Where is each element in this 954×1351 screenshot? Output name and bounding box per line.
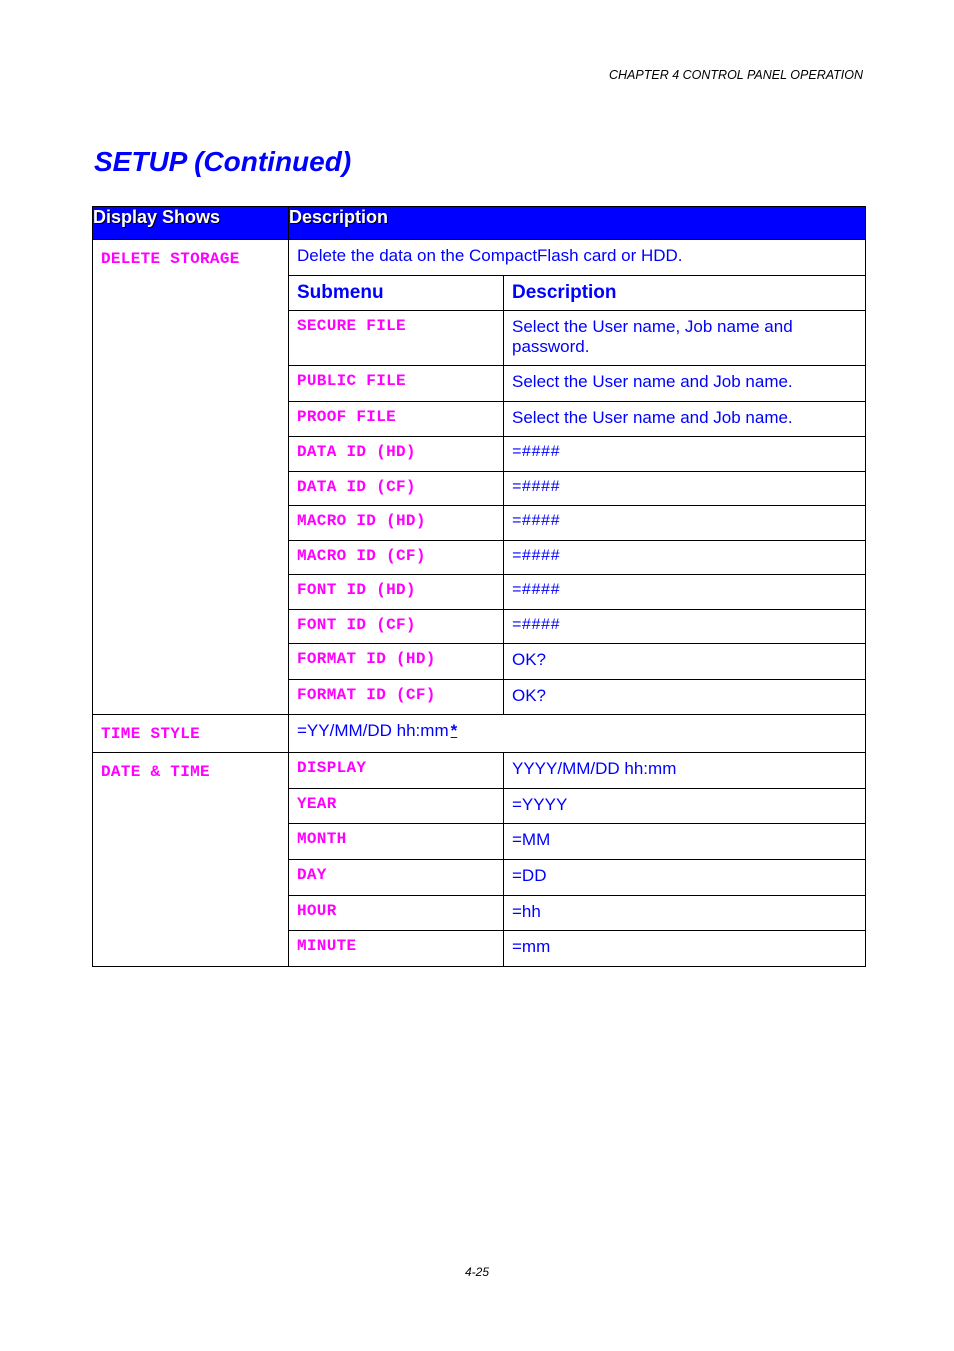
submenu-cell: HOUR xyxy=(289,896,504,931)
page-number: 4-25 xyxy=(464,1265,490,1279)
setup-table xyxy=(92,206,866,967)
display-delete-storage: DELETE STORAGE xyxy=(101,250,240,268)
submenu-desc-cell: OK? xyxy=(504,644,866,680)
display-cell xyxy=(93,753,289,967)
submenu-desc-cell: =DD xyxy=(504,860,866,896)
table-row xyxy=(93,753,866,789)
submenu-cell: FORMAT ID (HD) xyxy=(289,644,504,680)
submenu-cell: FONT ID (HD) xyxy=(289,575,504,610)
submenu-cell: MONTH xyxy=(289,824,504,860)
display-cell xyxy=(93,715,289,753)
submenu-desc-cell: =hh xyxy=(504,896,866,931)
table-row xyxy=(93,715,866,753)
submenu-desc-cell: =#### xyxy=(504,472,866,506)
delete-storage-description: Delete the data on the CompactFlash card or HDD. xyxy=(297,246,683,265)
submenu-desc-cell: Select the User name and Job name. xyxy=(504,402,866,437)
submenu-desc-cell: =#### xyxy=(504,610,866,644)
submenu-desc-cell: =MM xyxy=(504,824,866,860)
page-title: SETUP (Continued) xyxy=(94,146,352,177)
submenu-cell: PUBLIC FILE xyxy=(289,366,504,402)
submenu-cell: DATA ID (HD) xyxy=(289,437,504,472)
col-header-description: Description xyxy=(289,207,866,240)
submenu-desc-cell: =#### xyxy=(504,541,866,575)
submenu-desc-cell: OK? xyxy=(504,680,866,715)
submenu-desc-cell: =#### xyxy=(504,437,866,472)
submenu-header: Submenu xyxy=(289,276,504,311)
description-cell xyxy=(289,715,866,753)
submenu-cell: MINUTE xyxy=(289,931,504,967)
running-header: CHAPTER 4 CONTROL PANEL OPERATION xyxy=(609,68,863,82)
default-marker: * xyxy=(450,721,458,740)
display-date-time: DATE & TIME xyxy=(101,763,210,781)
submenu-cell: MACRO ID (HD) xyxy=(289,506,504,541)
submenu-desc-cell: =mm xyxy=(504,931,866,967)
submenu-cell: MACRO ID (CF) xyxy=(289,541,504,575)
submenu-cell: DATA ID (CF) xyxy=(289,472,504,506)
time-style-value: =YY/MM/DD hh:mm xyxy=(297,721,449,740)
description-cell xyxy=(289,240,866,276)
submenu-cell: FONT ID (CF) xyxy=(289,610,504,644)
submenu-description-header: Description xyxy=(504,276,866,311)
submenu-cell: DAY xyxy=(289,860,504,896)
submenu-cell: SECURE FILE xyxy=(289,311,504,366)
col-header-display: Display Shows xyxy=(93,207,289,240)
submenu-cell: YEAR xyxy=(289,789,504,824)
display-cell xyxy=(93,240,289,715)
display-time-style: TIME STYLE xyxy=(101,725,201,743)
submenu-cell: PROOF FILE xyxy=(289,402,504,437)
submenu-desc-cell: YYYY/MM/DD hh:mm xyxy=(504,753,866,789)
submenu-desc-cell: =#### xyxy=(504,506,866,541)
submenu-desc-cell: Select the User name and Job name. xyxy=(504,366,866,402)
table-header-row xyxy=(93,207,866,240)
submenu-cell: DISPLAY xyxy=(289,753,504,789)
table-row xyxy=(93,240,866,276)
submenu-cell: FORMAT ID (CF) xyxy=(289,680,504,715)
submenu-desc-cell: =#### xyxy=(504,575,866,610)
submenu-desc-cell: =YYYY xyxy=(504,789,866,824)
submenu-desc-cell: Select the User name, Job name and password. xyxy=(504,311,866,366)
